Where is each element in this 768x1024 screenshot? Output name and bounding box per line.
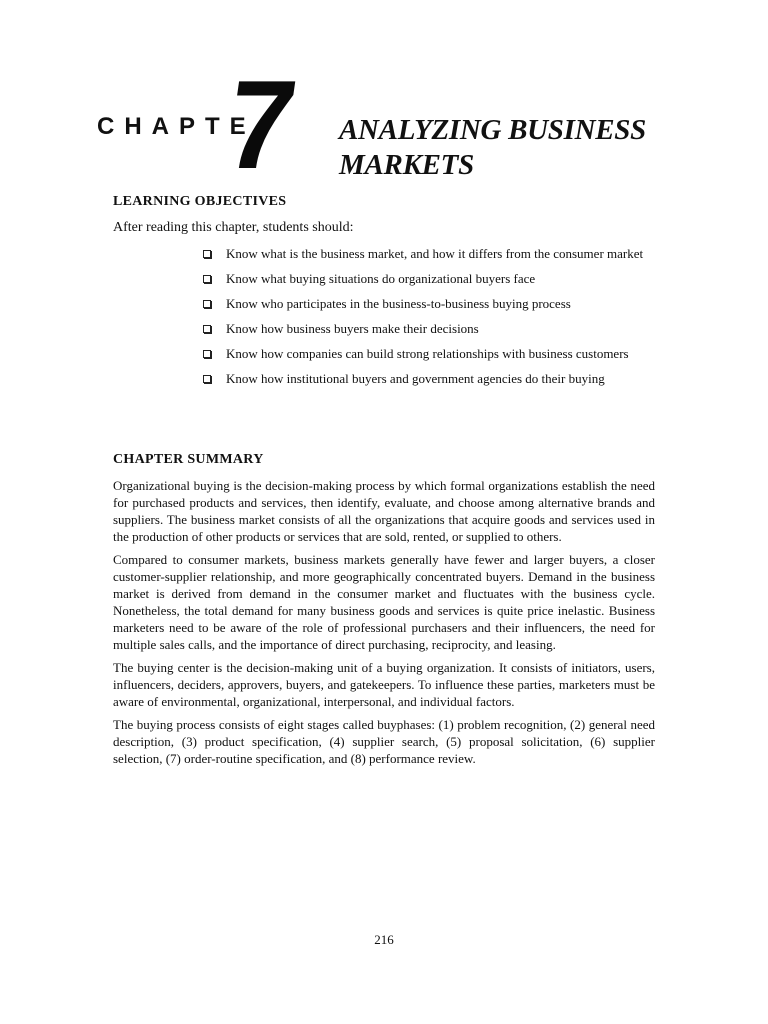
learning-objectives-heading: LEARNING OBJECTIVES xyxy=(113,194,287,209)
chapter-title xyxy=(339,113,719,183)
summary-paragraph: The buying center is the decision-making unit of a buying organization. It consists of initiators, users, influencers, deciders, approvers, buyers, and gatekeepers. To influence these parties, marketers must be aware of environmental, organizational, interpersonal, and individual factors. xyxy=(113,660,655,709)
objective-text: Know what buying situations do organizational buyers face xyxy=(226,271,536,286)
learning-objectives-intro: After reading this chapter, students should: xyxy=(113,220,354,235)
checkbox-bullet-icon xyxy=(203,275,211,283)
chapter-summary-body xyxy=(113,477,655,773)
list-item xyxy=(203,370,655,387)
objective-text: Know what is the business market, and how it differs from the consumer market xyxy=(226,246,644,261)
checkbox-bullet-icon xyxy=(203,250,211,258)
summary-paragraph: Compared to consumer markets, business markets generally have fewer and larger buyers, a closer customer-supplier relationship, and more geographically concentrated buyers. Demand in the business market is derived from demand in the consumer market and fluctuates with the business cycle. Nonetheless, the total demand for many business goods and services is quite price inelastic. Business marketers need to be aware of the role of professional purchasers and their influencers, the need for multiple sales calls, and the importance of direct purchasing, reciprocity, and leasing. xyxy=(113,552,655,652)
objective-text: Know who participates in the business-to-business buying process xyxy=(226,296,571,311)
checkbox-bullet-icon xyxy=(203,325,211,333)
chapter-label: CHAPTE xyxy=(97,113,256,140)
summary-paragraph: The buying process consists of eight stages called buyphases: (1) problem recognition, (2) general need description, (3) product specification, (4) supplier search, (5) proposal solicitation, (6) supplier selection, (7) order-routine specification, and (8) performance review. xyxy=(113,717,655,766)
chapter-title-line-1: ANALYZING BUSINESS xyxy=(339,114,646,146)
objective-text: Know how business buyers make their decisions xyxy=(226,321,479,336)
list-item xyxy=(203,245,655,262)
checkbox-bullet-icon xyxy=(203,350,211,358)
list-item xyxy=(203,320,655,337)
list-item xyxy=(203,270,655,287)
checkbox-bullet-icon xyxy=(203,375,211,383)
learning-objectives-list xyxy=(203,245,655,395)
list-item xyxy=(203,295,655,312)
objective-text: Know how institutional buyers and government agencies do their buying xyxy=(226,371,605,386)
chapter-title-line-2: MARKETS xyxy=(339,149,474,181)
checkbox-bullet-icon xyxy=(203,300,211,308)
summary-paragraph: Organizational buying is the decision-making process by which formal organizations establish the need for purchased products and services, then identify, evaluate, and choose among alternative brands and suppliers. The business market consists of all the organizations that acquire goods and services used in the production of other products or services that are sold, rented, or supplied to others. xyxy=(113,478,655,544)
list-item xyxy=(203,345,655,362)
objective-text: Know how companies can build strong relationships with business customers xyxy=(226,346,629,361)
chapter-number: 7 xyxy=(217,54,305,195)
page-number: 216 xyxy=(374,932,394,947)
chapter-summary-heading: CHAPTER SUMMARY xyxy=(113,452,264,467)
